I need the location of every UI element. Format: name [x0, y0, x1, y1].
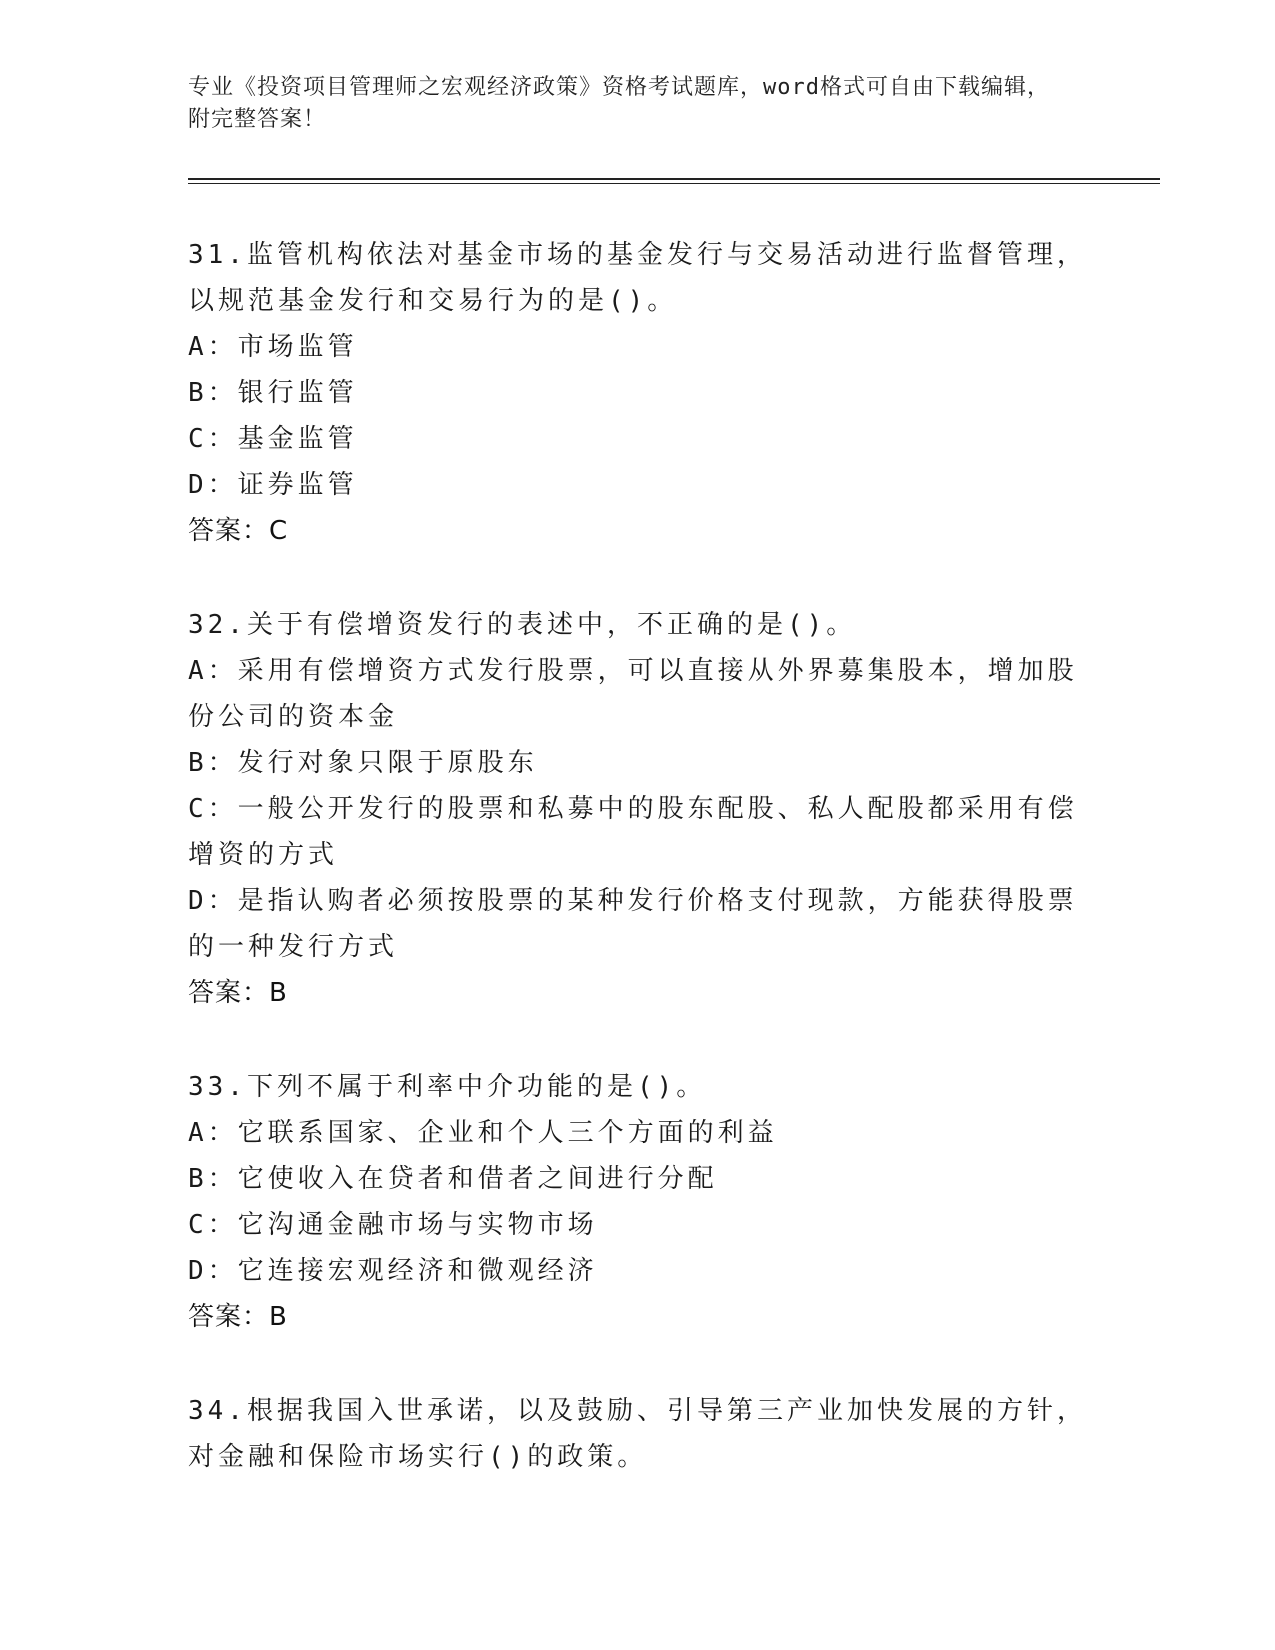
- option-b: B：发行对象只限于原股东: [188, 748, 538, 778]
- option-c: C：基金监管: [188, 424, 358, 454]
- document-header: 专业《投资项目管理师之宏观经济政策》资格考试题库，word格式可自由下载编辑，附完整答案！: [188, 75, 1050, 132]
- question-34: [188, 1388, 1088, 1480]
- option-d: D：它连接宏观经济和微观经济: [188, 1256, 598, 1286]
- header-divider: [188, 178, 1160, 184]
- option-c: C：一般公开发行的股票和私募中的股东配股、私人配股都采用有偿增资的方式: [188, 794, 1078, 870]
- question-31: [188, 232, 1088, 554]
- question-33: [188, 1064, 1088, 1340]
- option-d: D：证券监管: [188, 470, 358, 500]
- question-stem: 34.根据我国入世承诺，以及鼓励、引导第三产业加快发展的方针，对金融和保险市场实行()的政策。: [188, 1396, 1087, 1472]
- option-c: C：它沟通金融市场与实物市场: [188, 1210, 598, 1240]
- answer-label: 答案：B: [188, 978, 288, 1008]
- option-a: A：采用有偿增资方式发行股票，可以直接从外界募集股本，增加股份公司的资本金: [188, 656, 1078, 732]
- option-d: D：是指认购者必须按股票的某种发行价格支付现款，方能获得股票的一种发行方式: [188, 886, 1078, 962]
- answer-label: 答案：C: [188, 516, 289, 546]
- answer-label: 答案：B: [188, 1302, 288, 1332]
- question-list: [188, 232, 1088, 1528]
- option-a: A：市场监管: [188, 332, 358, 362]
- option-a: A：它联系国家、企业和个人三个方面的利益: [188, 1118, 778, 1148]
- option-b: B：银行监管: [188, 378, 358, 408]
- question-stem: 32.关于有偿增资发行的表述中，不正确的是()。: [188, 610, 857, 640]
- question-32: [188, 602, 1088, 1016]
- option-b: B：它使收入在贷者和借者之间进行分配: [188, 1164, 718, 1194]
- question-stem: 33.下列不属于利率中介功能的是()。: [188, 1072, 707, 1102]
- question-stem: 31.监管机构依法对基金市场的基金发行与交易活动进行监督管理，以规范基金发行和交易行为的是()。: [188, 240, 1087, 316]
